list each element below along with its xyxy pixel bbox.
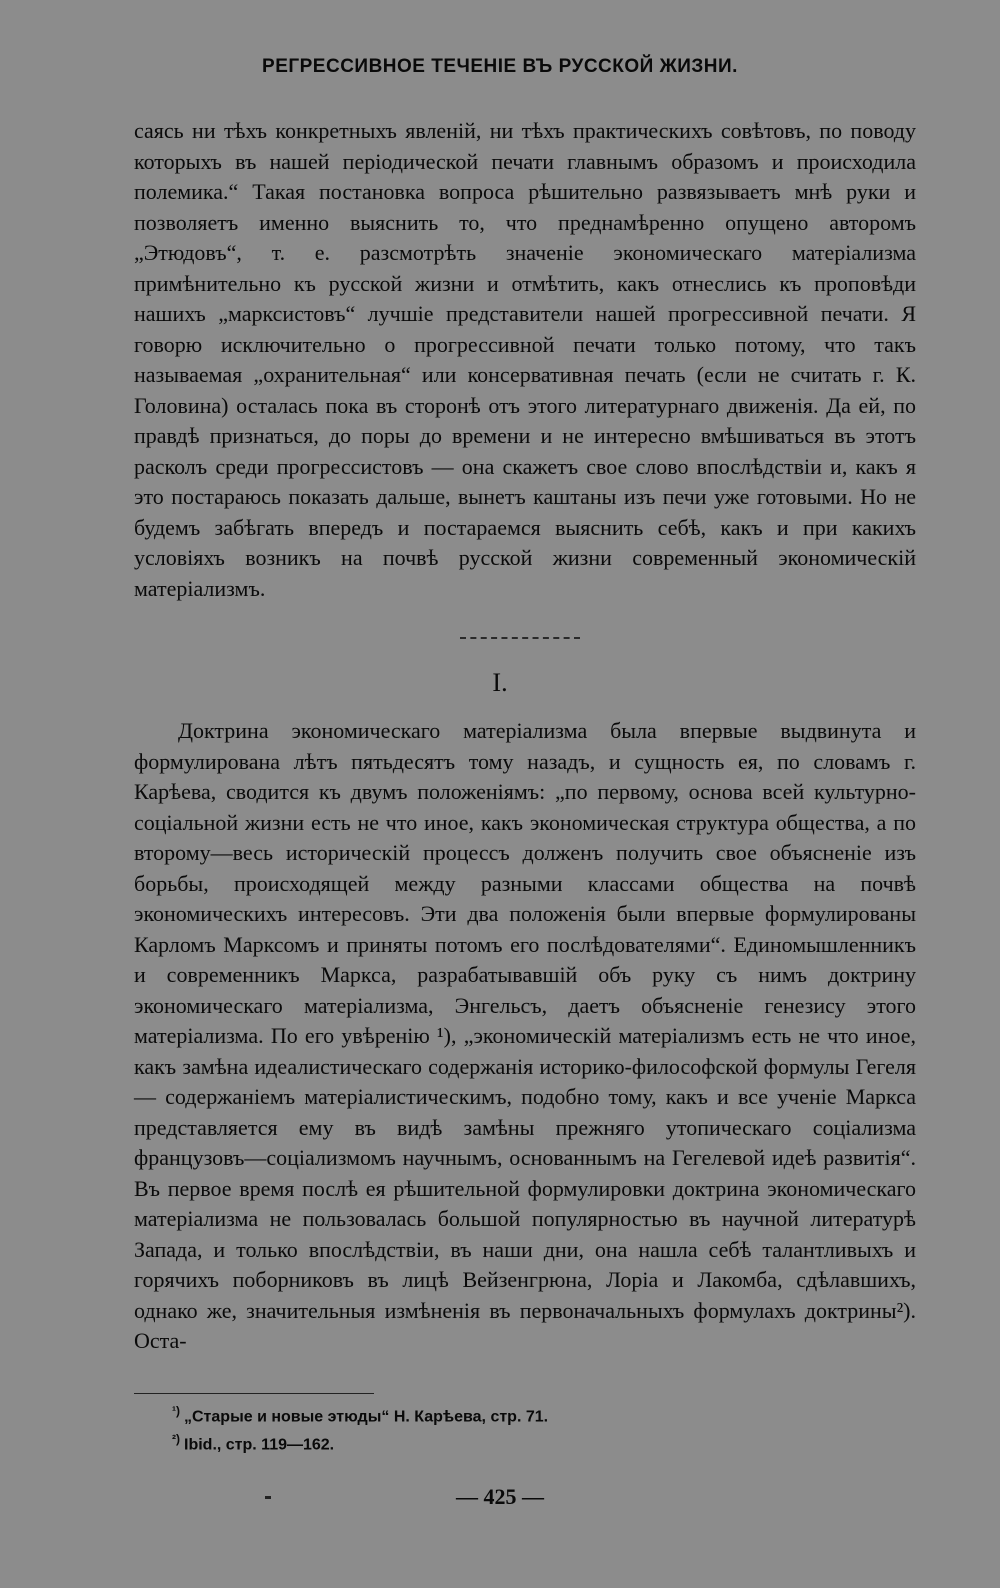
paragraph-continued (134, 116, 916, 604)
paragraph-text: Доктрина экономическаго матеріализма была впервые выдвинута и формулирована лѣтъ пятьдесятъ тому назадъ, и сущность ея, по словамъ г. Карѣева, сводится къ двумъ положеніямъ: „по первому, основа всей культурно-соціальной жизни есть не что иное, какъ экономическая структура общества, а по второму—весь историческій процессъ долженъ получить свое объясненіе изъ борьбы, происходящей между разными классами общества на почвѣ экономическихъ интересовъ. Эти два положенія были впервые формулированы Карломъ Марксомъ и приняты потомъ его послѣдователями“. Единомышленникъ и современникъ Маркса, разрабатывавшій объ руку съ нимъ доктрину экономическаго матеріализма, Энгельсъ, даетъ объясненіе генезису этого матеріализма. По его увѣренію ¹), „экономическій матеріализмъ есть не что иное, какъ замѣна идеалистическаго содержанія историко-философской формулы Гегеля — содержаніемъ матеріалистическимъ, подобно тому, какъ и все ученіе Маркса представляется ему въ видѣ замѣны прежняго утопическаго соціализма французовъ—соціализмомъ научнымъ, основаннымъ на Гегелевой идеѣ развитія“. Въ первое время послѣ ея рѣшительной формулировки доктрина экономическаго матеріализма не пользовалась большой популярностью въ научной литературѣ Запада, и только впослѣдствіи, въ наши дни, она нашла себѣ талантливыхъ и горячихъ поборниковъ въ лицѣ Вейзенгрюна, Лоріа и Лакомба, сдѣлавшихъ, однако же, значительныя измѣненія въ первоначальныхъ формулахъ доктрины²). Оста- (134, 718, 916, 1353)
running-head: РЕГРЕССИВНОЕ ТЕЧЕНІЕ ВЪ РУССКОЙ ЖИЗНИ. (262, 56, 738, 77)
footnote-2 (172, 1428, 548, 1456)
footnote-1 (172, 1400, 548, 1428)
footnote-text: „Старые и новые этюды“ Н. Карѣева, стр. 71. (184, 1408, 549, 1426)
footnote-marker: ²) (172, 1432, 180, 1447)
footnote-marker: ¹) (172, 1404, 180, 1418)
section-divider (460, 637, 580, 639)
footnote-text: Ibid., стр. 119—162. (184, 1436, 335, 1454)
page-number: — 425 — (456, 1484, 544, 1509)
footnotes (172, 1400, 548, 1457)
section-number: I. (492, 668, 508, 697)
paragraph-text: саясь ни тѣхъ конкретныхъ явленій, ни тѣхъ практическихъ совѣтовъ, по поводу которыхъ въ нашей періодической печати главнымъ образомъ и происходила полемика.“ Такая постановка вопроса рѣшительно развязываетъ мнѣ руки и позволяетъ именно выяснить то, что преднамѣренно опущено авторомъ „Этюдовъ“, т. е. разсмотрѣть значеніе экономическаго матеріализма примѣнительно къ русской жизни и отмѣтить, какъ отнеслись къ проповѣди нашихъ „марксистовъ“ лучшіе представители нашей прогрессивной печати. Я говорю исключительно о прогрессивной печати только потому, что такъ называемая „охранительная“ или консервативная печать (если не считать г. К. Головина) осталась пока въ сторонѣ отъ этого литературнаго движенія. Да ей, по правдѣ признаться, до поры до времени и не интересно вмѣшиваться въ этотъ расколъ среди прогрессистовъ — она скажетъ свое слово впослѣдствіи и, какъ я это постараюсь показать дальше, вынетъ каштаны изъ печи уже готовыми. Но не будемъ забѣгать впередъ и постараемся выяснить себѣ, какъ и при какихъ условіяхъ возникъ на почвѣ русской жизни современный экономическій матеріализмъ. (134, 118, 916, 601)
footnote-rule (134, 1393, 374, 1394)
paragraph-section-one (134, 716, 916, 1357)
